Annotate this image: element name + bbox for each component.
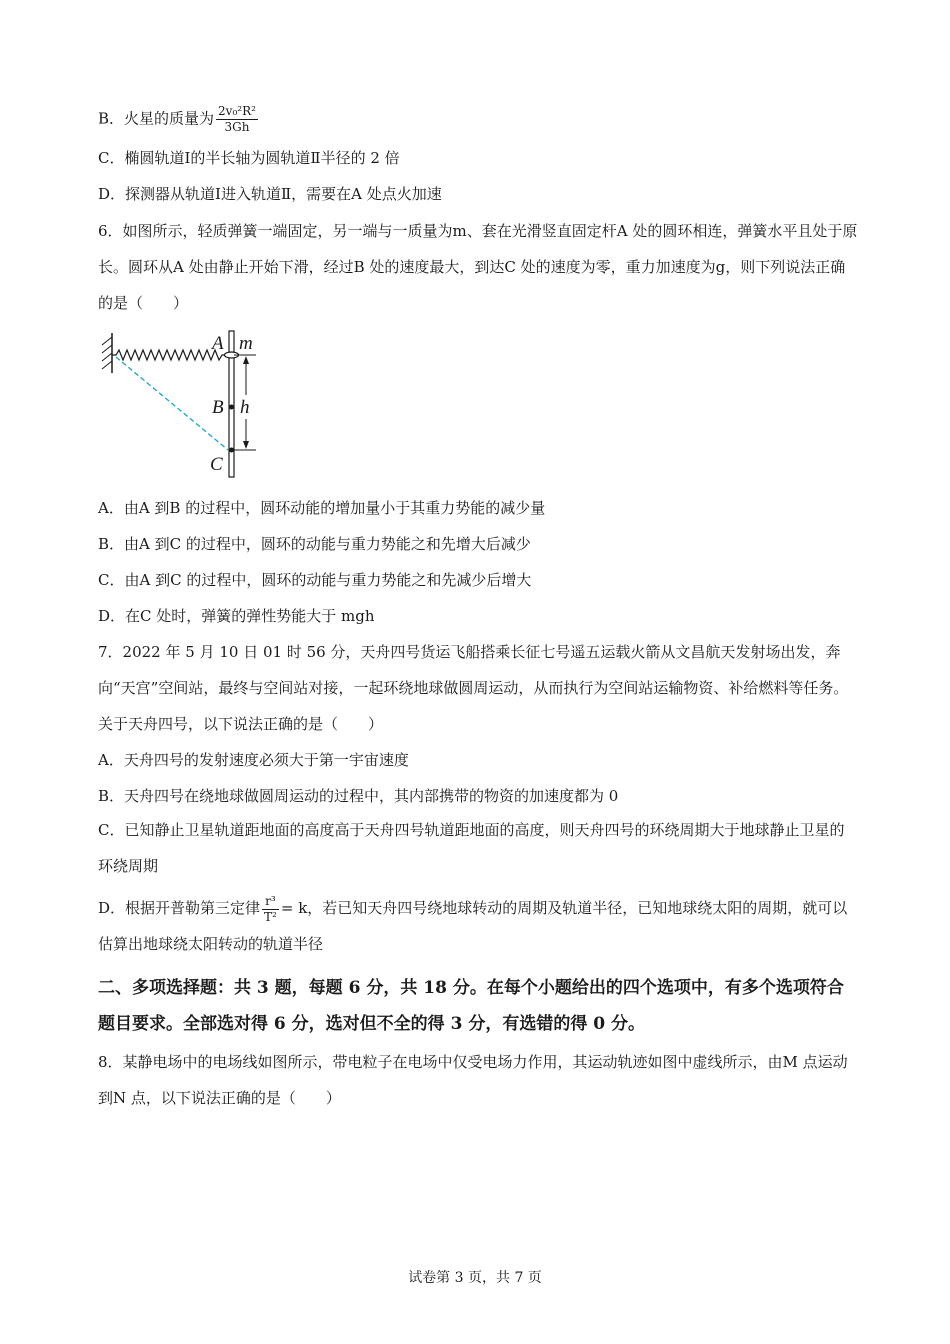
q7-option-a: A．天舟四号的发射速度必须大于第一宇宙速度 bbox=[98, 751, 409, 769]
q5-option-b: B．火星的质量为 $\frac{\text{2v₀²R²}}{3Gh}$ bbox=[98, 104, 256, 134]
label-h: h bbox=[240, 397, 250, 418]
q7-stem: 7．2022 年 5 月 10 日 01 时 56 分，天舟四号货运飞船搭乘长征七号遥五运载火箭从文昌航天发射场出发，奔向“天宫”空间站，最终与空间站对接，一起环绕地球做圆周运动，从而执行为空间站运输物资、补给燃料等任务。关于天舟四号，以下说法正确的是（ ） bbox=[98, 643, 849, 733]
point-c bbox=[229, 448, 234, 453]
label-b: B bbox=[212, 397, 224, 418]
q6-option-c: C．由A 到C 的过程中，圆环的动能与重力势能之和先减少后增大 bbox=[98, 571, 532, 589]
kepler-formula: $\frac{\text{r³}}{\text{T²}}$ bbox=[264, 893, 277, 924]
spring-ring-figure bbox=[98, 325, 268, 485]
arrowhead-up bbox=[243, 356, 249, 364]
q7-option-c: C．已知静止卫星轨道距地面的高度高于天舟四号轨道距地面的高度，则天舟四号的环绕周期大于地球静止卫星的环绕周期 bbox=[98, 821, 845, 875]
q8-stem: 8．某静电场中的电场线如图所示，带电粒子在电场中仅受电场力作用，其运动轨迹如图中虚线所示，由M 点运动到N 点，以下说法正确的是（ ） bbox=[98, 1053, 848, 1107]
label-a: A bbox=[212, 333, 224, 354]
q6-option-a: A．由A 到B 的过程中，圆环动能的增加量小于其重力势能的减少量 bbox=[98, 499, 546, 517]
spring bbox=[112, 350, 228, 360]
page-footer: 试卷第 3 页，共 7 页 bbox=[408, 1270, 542, 1286]
q6-option-d: D．在C 处时，弹簧的弹性势能大于 mgh bbox=[98, 607, 375, 625]
section2-heading: 二、多项选择题：共 3 题，每题 6 分，共 18 分。在每个小题给出的四个选项中，有多个选项符合题目要求。全部选对得 6 分，选对但不全的得 3 分，有选错的得 0 分。 bbox=[98, 978, 844, 1034]
label-m: m bbox=[239, 333, 253, 354]
q5-option-d: D．探测器从轨道Ⅰ进入轨道Ⅱ，需要在A 处点火加速 bbox=[98, 185, 442, 203]
q6-stem: 6．如图所示，轻质弹簧一端固定，另一端与一质量为m、套在光滑竖直固定杆A 处的圆环相连，弹簧水平且处于原长。圆环从A 处由静止开始下滑，经过B 处的速度最大，到达C 处的速度为零，重力加速度为g，则下列说法正确的是（ ） bbox=[98, 222, 858, 312]
q7-option-b: B．天舟四号在绕地球做圆周运动的过程中，其内部携带的物资的加速度都为 0 bbox=[98, 787, 619, 805]
wall-hatch bbox=[102, 337, 112, 369]
q7-option-d: D．根据开普勒第三定律 $\frac{\text{r³}}{\text{T²}}$ = k，若已知天舟四号绕地球转动的周期及轨道半径，已知地球绕太阳的周期，就可以估算出地球绕太阳转动的轨道半径 bbox=[98, 893, 848, 953]
q5-option-c: C．椭圆轨道Ⅰ的半长轴为圆轨道Ⅱ半径的 2 倍 bbox=[98, 149, 400, 167]
mars-mass-formula: $\frac{\text{2v₀²R²}}{3Gh}$ bbox=[218, 104, 256, 134]
q6-option-b: B．由A 到C 的过程中，圆环的动能与重力势能之和先增大后减少 bbox=[98, 535, 531, 553]
point-b bbox=[229, 405, 234, 410]
label-c: C bbox=[210, 454, 223, 475]
arrowhead-down bbox=[243, 441, 249, 449]
